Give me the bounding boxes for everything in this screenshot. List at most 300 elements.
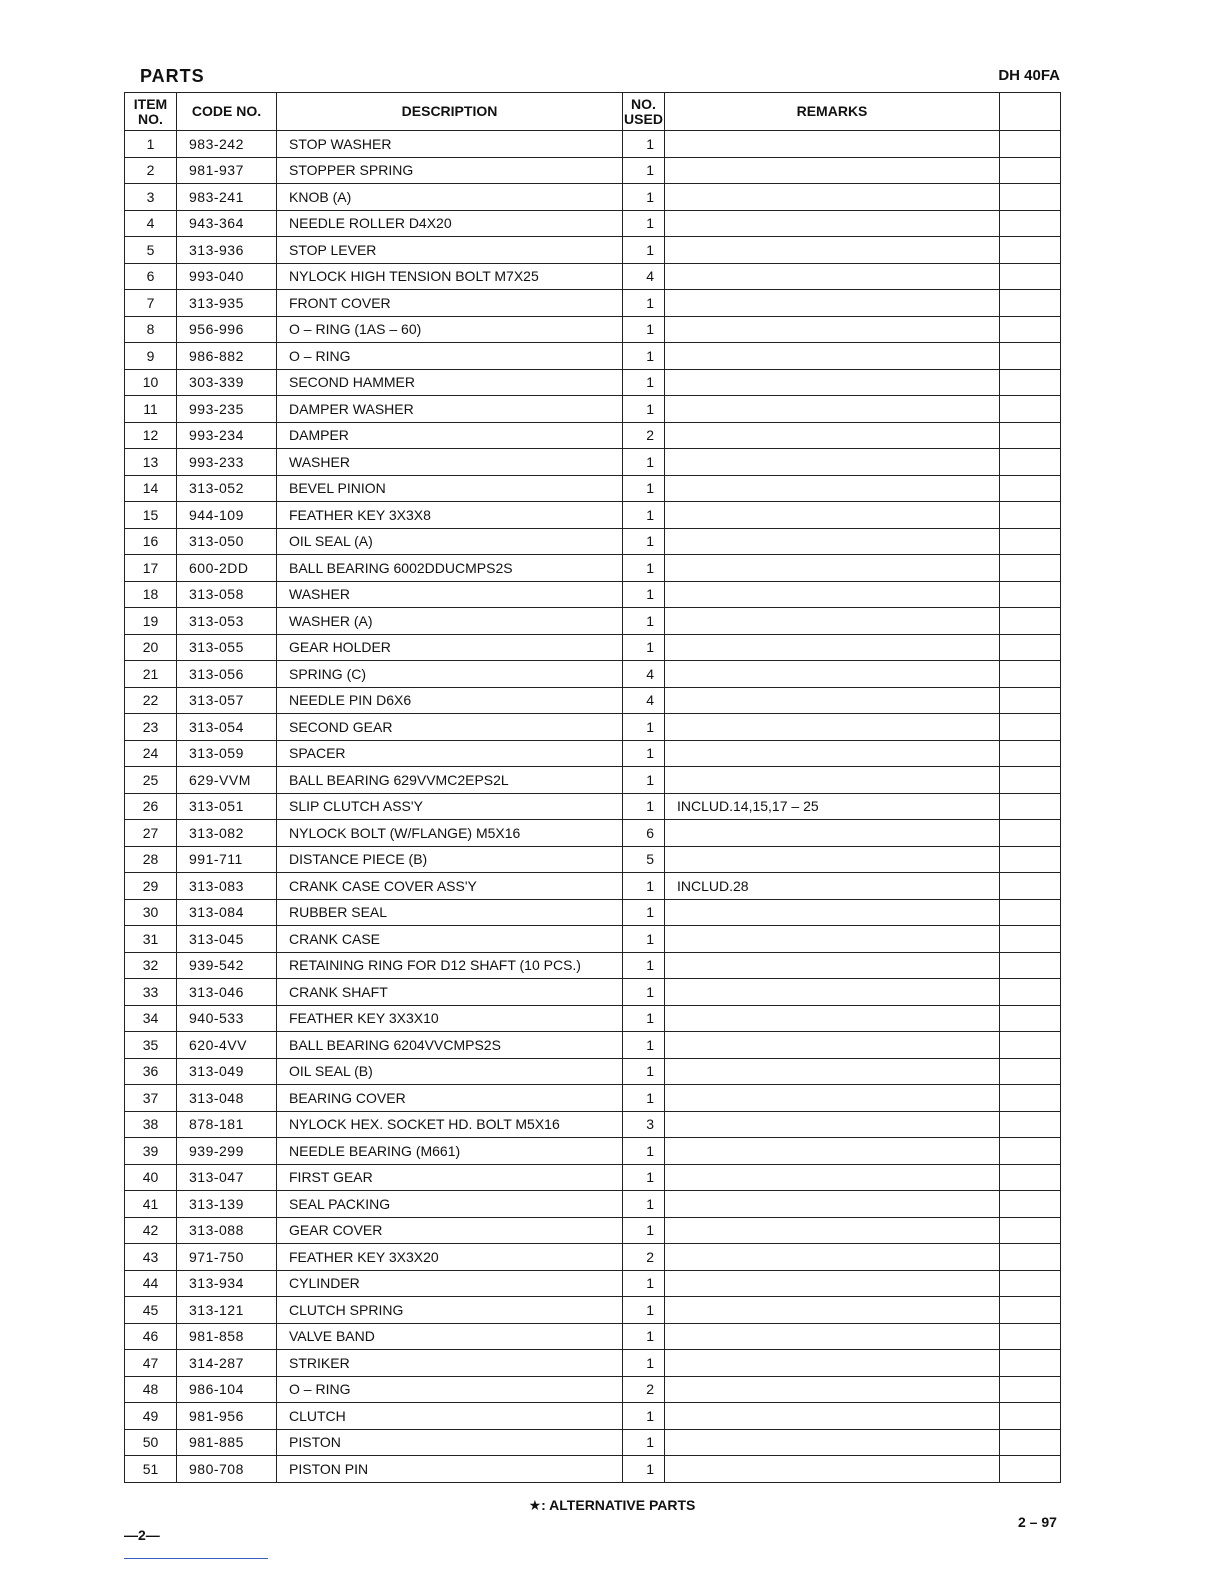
description-cell: BALL BEARING 6204VVCMPS2S: [277, 1032, 623, 1059]
no-used-cell: 1: [623, 1217, 665, 1244]
table-row: [125, 210, 1061, 237]
no-used-cell: 1: [623, 290, 665, 317]
no-used-cell: 1: [623, 979, 665, 1006]
blank-cell: [1000, 396, 1061, 423]
item-no-cell: 12: [125, 422, 177, 449]
blank-cell: [1000, 290, 1061, 317]
remarks-cell: [665, 528, 1000, 555]
page-title: PARTS: [140, 66, 205, 86]
table-row: [125, 1058, 1061, 1085]
table-row: [125, 1270, 1061, 1297]
remarks-cell: [665, 714, 1000, 741]
blank-cell: [1000, 1058, 1061, 1085]
blank-cell: [1000, 1217, 1061, 1244]
code-no-cell: 981-956: [177, 1403, 277, 1430]
table-row: [125, 1191, 1061, 1218]
code-no-cell: 993-233: [177, 449, 277, 476]
no-used-cell: 1: [623, 952, 665, 979]
code-no-cell: 313-059: [177, 740, 277, 767]
description-cell: BEARING COVER: [277, 1085, 623, 1112]
no-used-cell: 1: [623, 1297, 665, 1324]
item-no-cell: 44: [125, 1270, 177, 1297]
table-row: [125, 899, 1061, 926]
table-row: [125, 422, 1061, 449]
table-row: [125, 661, 1061, 688]
description-cell: NYLOCK HIGH TENSION BOLT M7X25: [277, 263, 623, 290]
no-used-cell: 1: [623, 1058, 665, 1085]
table-row: [125, 1217, 1061, 1244]
remarks-cell: [665, 1270, 1000, 1297]
no-used-cell: 1: [623, 581, 665, 608]
item-no-cell: 32: [125, 952, 177, 979]
remarks-cell: [665, 369, 1000, 396]
code-no-cell: 629-VVM: [177, 767, 277, 794]
blank-cell: [1000, 237, 1061, 264]
description-cell: STOP WASHER: [277, 131, 623, 158]
item-no-cell: 36: [125, 1058, 177, 1085]
no-used-cell: 1: [623, 131, 665, 158]
code-no-cell: 313-935: [177, 290, 277, 317]
remarks-cell: [665, 422, 1000, 449]
code-no-cell: 956-996: [177, 316, 277, 343]
no-used-cell: 1: [623, 1191, 665, 1218]
remarks-cell: [665, 131, 1000, 158]
no-used-cell: 2: [623, 1244, 665, 1271]
description-cell: DAMPER WASHER: [277, 396, 623, 423]
table-row: [125, 1456, 1061, 1483]
table-row: [125, 608, 1061, 635]
remarks-cell: [665, 581, 1000, 608]
item-no-cell: 39: [125, 1138, 177, 1165]
remarks-cell: [665, 555, 1000, 582]
table-row: [125, 1403, 1061, 1430]
description-cell: CYLINDER: [277, 1270, 623, 1297]
item-no-cell: 5: [125, 237, 177, 264]
remarks-cell: [665, 899, 1000, 926]
code-no-cell: 313-056: [177, 661, 277, 688]
blank-cell: [1000, 899, 1061, 926]
header-used-line2: USED: [624, 110, 663, 127]
page-number-right: 2 – 97: [1018, 1514, 1057, 1530]
table-row: [125, 926, 1061, 953]
table-row: [125, 687, 1061, 714]
blank-cell: [1000, 1164, 1061, 1191]
code-no-cell: 986-882: [177, 343, 277, 370]
no-used-cell: 1: [623, 1138, 665, 1165]
blank-cell: [1000, 740, 1061, 767]
description-cell: GEAR HOLDER: [277, 634, 623, 661]
table-row: [125, 979, 1061, 1006]
no-used-cell: 1: [623, 555, 665, 582]
blank-cell: [1000, 184, 1061, 211]
description-cell: FEATHER KEY 3X3X8: [277, 502, 623, 529]
code-no-cell: 313-139: [177, 1191, 277, 1218]
item-no-cell: 25: [125, 767, 177, 794]
remarks-cell: [665, 502, 1000, 529]
item-no-cell: 31: [125, 926, 177, 953]
description-cell: FEATHER KEY 3X3X20: [277, 1244, 623, 1271]
code-no-cell: 981-937: [177, 157, 277, 184]
remarks-cell: [665, 210, 1000, 237]
item-no-cell: 17: [125, 555, 177, 582]
remarks-cell: [665, 396, 1000, 423]
no-used-cell: 1: [623, 740, 665, 767]
item-no-cell: 1: [125, 131, 177, 158]
table-row: [125, 263, 1061, 290]
description-cell: DAMPER: [277, 422, 623, 449]
item-no-cell: 37: [125, 1085, 177, 1112]
table-row: [125, 1164, 1061, 1191]
item-no-cell: 30: [125, 899, 177, 926]
remarks-cell: [665, 1376, 1000, 1403]
remarks-cell: [665, 157, 1000, 184]
no-used-cell: 1: [623, 1456, 665, 1483]
header-code-no: CODE NO.: [177, 93, 277, 131]
item-no-cell: 14: [125, 475, 177, 502]
no-used-cell: 1: [623, 528, 665, 555]
blank-cell: [1000, 979, 1061, 1006]
description-cell: CRANK SHAFT: [277, 979, 623, 1006]
blank-cell: [1000, 1191, 1061, 1218]
item-no-cell: 26: [125, 793, 177, 820]
item-no-cell: 51: [125, 1456, 177, 1483]
table-row: [125, 502, 1061, 529]
remarks-cell: [665, 1217, 1000, 1244]
description-cell: OIL SEAL (A): [277, 528, 623, 555]
remarks-cell: [665, 263, 1000, 290]
no-used-cell: 1: [623, 1164, 665, 1191]
description-cell: CRANK CASE: [277, 926, 623, 953]
no-used-cell: 1: [623, 793, 665, 820]
item-no-cell: 46: [125, 1323, 177, 1350]
no-used-cell: 1: [623, 1429, 665, 1456]
blank-cell: [1000, 316, 1061, 343]
blank-cell: [1000, 528, 1061, 555]
code-no-cell: 986-104: [177, 1376, 277, 1403]
blank-cell: [1000, 661, 1061, 688]
code-no-cell: 939-542: [177, 952, 277, 979]
description-cell: STRIKER: [277, 1350, 623, 1377]
code-no-cell: 993-040: [177, 263, 277, 290]
no-used-cell: 1: [623, 475, 665, 502]
blank-cell: [1000, 767, 1061, 794]
description-cell: BEVEL PINION: [277, 475, 623, 502]
description-cell: CLUTCH SPRING: [277, 1297, 623, 1324]
blank-cell: [1000, 793, 1061, 820]
remarks-cell: [665, 634, 1000, 661]
remarks-cell: [665, 184, 1000, 211]
no-used-cell: 1: [623, 369, 665, 396]
code-no-cell: 313-058: [177, 581, 277, 608]
code-no-cell: 313-045: [177, 926, 277, 953]
description-cell: STOP LEVER: [277, 237, 623, 264]
item-no-cell: 21: [125, 661, 177, 688]
description-cell: WASHER: [277, 581, 623, 608]
code-no-cell: 313-048: [177, 1085, 277, 1112]
item-no-cell: 15: [125, 502, 177, 529]
table-row: [125, 581, 1061, 608]
description-cell: PISTON: [277, 1429, 623, 1456]
code-no-cell: 991-711: [177, 846, 277, 873]
blank-cell: [1000, 1429, 1061, 1456]
table-row: [125, 740, 1061, 767]
header-item-no: [125, 93, 177, 131]
table-row: [125, 131, 1061, 158]
remarks-cell: [665, 1085, 1000, 1112]
remarks-cell: [665, 1429, 1000, 1456]
page-number-left: —2—: [124, 1527, 160, 1543]
remarks-cell: INCLUD.28: [665, 873, 1000, 900]
remarks-cell: [665, 1058, 1000, 1085]
code-no-cell: 600-2DD: [177, 555, 277, 582]
item-no-cell: 13: [125, 449, 177, 476]
table-row: [125, 316, 1061, 343]
table-row: [125, 528, 1061, 555]
table-row: [125, 157, 1061, 184]
item-no-cell: 35: [125, 1032, 177, 1059]
description-cell: WASHER: [277, 449, 623, 476]
code-no-cell: 313-057: [177, 687, 277, 714]
remarks-cell: [665, 1350, 1000, 1377]
description-cell: RETAINING RING FOR D12 SHAFT (10 PCS.): [277, 952, 623, 979]
table-row: [125, 369, 1061, 396]
item-no-cell: 2: [125, 157, 177, 184]
no-used-cell: 1: [623, 210, 665, 237]
description-cell: BALL BEARING 6002DDUCMPS2S: [277, 555, 623, 582]
code-no-cell: 314-287: [177, 1350, 277, 1377]
description-cell: DISTANCE PIECE (B): [277, 846, 623, 873]
remarks-cell: [665, 1138, 1000, 1165]
code-no-cell: 313-051: [177, 793, 277, 820]
model-number: DH 40FA: [998, 67, 1060, 84]
code-no-cell: 313-047: [177, 1164, 277, 1191]
header-description: DESCRIPTION: [277, 93, 623, 131]
header-no-used: [623, 93, 665, 131]
description-cell: GEAR COVER: [277, 1217, 623, 1244]
blank-cell: [1000, 873, 1061, 900]
remarks-cell: [665, 608, 1000, 635]
table-row: [125, 290, 1061, 317]
footnote-alternative-parts: ★: ALTERNATIVE PARTS: [528, 1497, 696, 1513]
blank-cell: [1000, 422, 1061, 449]
remarks-cell: [665, 740, 1000, 767]
remarks-cell: [665, 316, 1000, 343]
no-used-cell: 1: [623, 634, 665, 661]
no-used-cell: 1: [623, 237, 665, 264]
code-no-cell: 303-339: [177, 369, 277, 396]
header-used-line1: NO.: [631, 95, 656, 112]
remarks-cell: [665, 1297, 1000, 1324]
description-cell: O – RING (1AS – 60): [277, 316, 623, 343]
description-cell: SECOND GEAR: [277, 714, 623, 741]
description-cell: RUBBER SEAL: [277, 899, 623, 926]
table-row: [125, 1032, 1061, 1059]
remarks-cell: INCLUD.14,15,17 – 25: [665, 793, 1000, 820]
item-no-cell: 43: [125, 1244, 177, 1271]
item-no-cell: 4: [125, 210, 177, 237]
table-row: [125, 475, 1061, 502]
item-no-cell: 28: [125, 846, 177, 873]
blank-cell: [1000, 369, 1061, 396]
blank-cell: [1000, 687, 1061, 714]
no-used-cell: 1: [623, 502, 665, 529]
blank-cell: [1000, 210, 1061, 237]
description-cell: SLIP CLUTCH ASS'Y: [277, 793, 623, 820]
item-no-cell: 34: [125, 1005, 177, 1032]
table-row: [125, 873, 1061, 900]
item-no-cell: 19: [125, 608, 177, 635]
blank-cell: [1000, 1138, 1061, 1165]
item-no-cell: 18: [125, 581, 177, 608]
description-cell: NYLOCK BOLT (W/FLANGE) M5X16: [277, 820, 623, 847]
blank-cell: [1000, 952, 1061, 979]
remarks-cell: [665, 979, 1000, 1006]
table-row: [125, 846, 1061, 873]
code-no-cell: 983-242: [177, 131, 277, 158]
code-no-cell: 620-4VV: [177, 1032, 277, 1059]
table-row: [125, 1323, 1061, 1350]
blank-cell: [1000, 714, 1061, 741]
code-no-cell: 939-299: [177, 1138, 277, 1165]
item-no-cell: 16: [125, 528, 177, 555]
item-no-cell: 9: [125, 343, 177, 370]
no-used-cell: 1: [623, 767, 665, 794]
description-cell: WASHER (A): [277, 608, 623, 635]
header-item-line1: ITEM: [133, 95, 168, 112]
no-used-cell: 1: [623, 1350, 665, 1377]
table-row: [125, 714, 1061, 741]
table-row: [125, 1085, 1061, 1112]
item-no-cell: 11: [125, 396, 177, 423]
item-no-cell: 42: [125, 1217, 177, 1244]
description-cell: SPRING (C): [277, 661, 623, 688]
no-used-cell: 5: [623, 846, 665, 873]
remarks-cell: [665, 926, 1000, 953]
blank-cell: [1000, 1085, 1061, 1112]
blank-cell: [1000, 555, 1061, 582]
item-no-cell: 3: [125, 184, 177, 211]
code-no-cell: 313-046: [177, 979, 277, 1006]
code-no-cell: 971-750: [177, 1244, 277, 1271]
code-no-cell: 313-055: [177, 634, 277, 661]
footer-rule: [124, 1558, 268, 1559]
no-used-cell: 1: [623, 449, 665, 476]
table-row: [125, 767, 1061, 794]
item-no-cell: 20: [125, 634, 177, 661]
table-row: [125, 1350, 1061, 1377]
code-no-cell: 878-181: [177, 1111, 277, 1138]
code-no-cell: 313-052: [177, 475, 277, 502]
description-cell: SECOND HAMMER: [277, 369, 623, 396]
description-cell: O – RING: [277, 1376, 623, 1403]
no-used-cell: 4: [623, 687, 665, 714]
table-row: [125, 634, 1061, 661]
blank-cell: [1000, 343, 1061, 370]
description-cell: FEATHER KEY 3X3X10: [277, 1005, 623, 1032]
code-no-cell: 313-049: [177, 1058, 277, 1085]
blank-cell: [1000, 1403, 1061, 1430]
table-row: [125, 555, 1061, 582]
blank-cell: [1000, 1376, 1061, 1403]
description-cell: CLUTCH: [277, 1403, 623, 1430]
blank-cell: [1000, 1350, 1061, 1377]
blank-cell: [1000, 475, 1061, 502]
remarks-cell: [665, 237, 1000, 264]
description-cell: PISTON PIN: [277, 1456, 623, 1483]
table-row: [125, 1244, 1061, 1271]
description-cell: VALVE BAND: [277, 1323, 623, 1350]
no-used-cell: 3: [623, 1111, 665, 1138]
no-used-cell: 1: [623, 1270, 665, 1297]
item-no-cell: 41: [125, 1191, 177, 1218]
code-no-cell: 313-054: [177, 714, 277, 741]
no-used-cell: 1: [623, 1403, 665, 1430]
item-no-cell: 7: [125, 290, 177, 317]
blank-cell: [1000, 581, 1061, 608]
code-no-cell: 313-084: [177, 899, 277, 926]
item-no-cell: 49: [125, 1403, 177, 1430]
remarks-cell: [665, 1164, 1000, 1191]
table-row: [125, 793, 1061, 820]
blank-cell: [1000, 1032, 1061, 1059]
item-no-cell: 29: [125, 873, 177, 900]
blank-cell: [1000, 926, 1061, 953]
code-no-cell: 944-109: [177, 502, 277, 529]
code-no-cell: 980-708: [177, 1456, 277, 1483]
code-no-cell: 981-858: [177, 1323, 277, 1350]
code-no-cell: 983-241: [177, 184, 277, 211]
code-no-cell: 981-885: [177, 1429, 277, 1456]
parts-table: [124, 92, 1061, 1483]
table-row: [125, 1005, 1061, 1032]
remarks-cell: [665, 1111, 1000, 1138]
blank-cell: [1000, 608, 1061, 635]
remarks-cell: [665, 1323, 1000, 1350]
table-row: [125, 1111, 1061, 1138]
remarks-cell: [665, 475, 1000, 502]
description-cell: O – RING: [277, 343, 623, 370]
code-no-cell: 313-934: [177, 1270, 277, 1297]
remarks-cell: [665, 343, 1000, 370]
no-used-cell: 1: [623, 1323, 665, 1350]
code-no-cell: 313-050: [177, 528, 277, 555]
remarks-cell: [665, 1403, 1000, 1430]
description-cell: CRANK CASE COVER ASS'Y: [277, 873, 623, 900]
no-used-cell: 1: [623, 1085, 665, 1112]
item-no-cell: 38: [125, 1111, 177, 1138]
remarks-cell: [665, 687, 1000, 714]
description-cell: SPACER: [277, 740, 623, 767]
table-row: [125, 1138, 1061, 1165]
item-no-cell: 22: [125, 687, 177, 714]
description-cell: NEEDLE PIN D6X6: [277, 687, 623, 714]
table-row: [125, 237, 1061, 264]
remarks-cell: [665, 1191, 1000, 1218]
table-row: [125, 184, 1061, 211]
blank-cell: [1000, 157, 1061, 184]
blank-cell: [1000, 449, 1061, 476]
code-no-cell: 993-235: [177, 396, 277, 423]
description-cell: OIL SEAL (B): [277, 1058, 623, 1085]
blank-cell: [1000, 1005, 1061, 1032]
remarks-cell: [665, 767, 1000, 794]
code-no-cell: 313-082: [177, 820, 277, 847]
no-used-cell: 1: [623, 873, 665, 900]
parts-table-body: [125, 131, 1061, 1483]
item-no-cell: 10: [125, 369, 177, 396]
blank-cell: [1000, 1270, 1061, 1297]
item-no-cell: 27: [125, 820, 177, 847]
